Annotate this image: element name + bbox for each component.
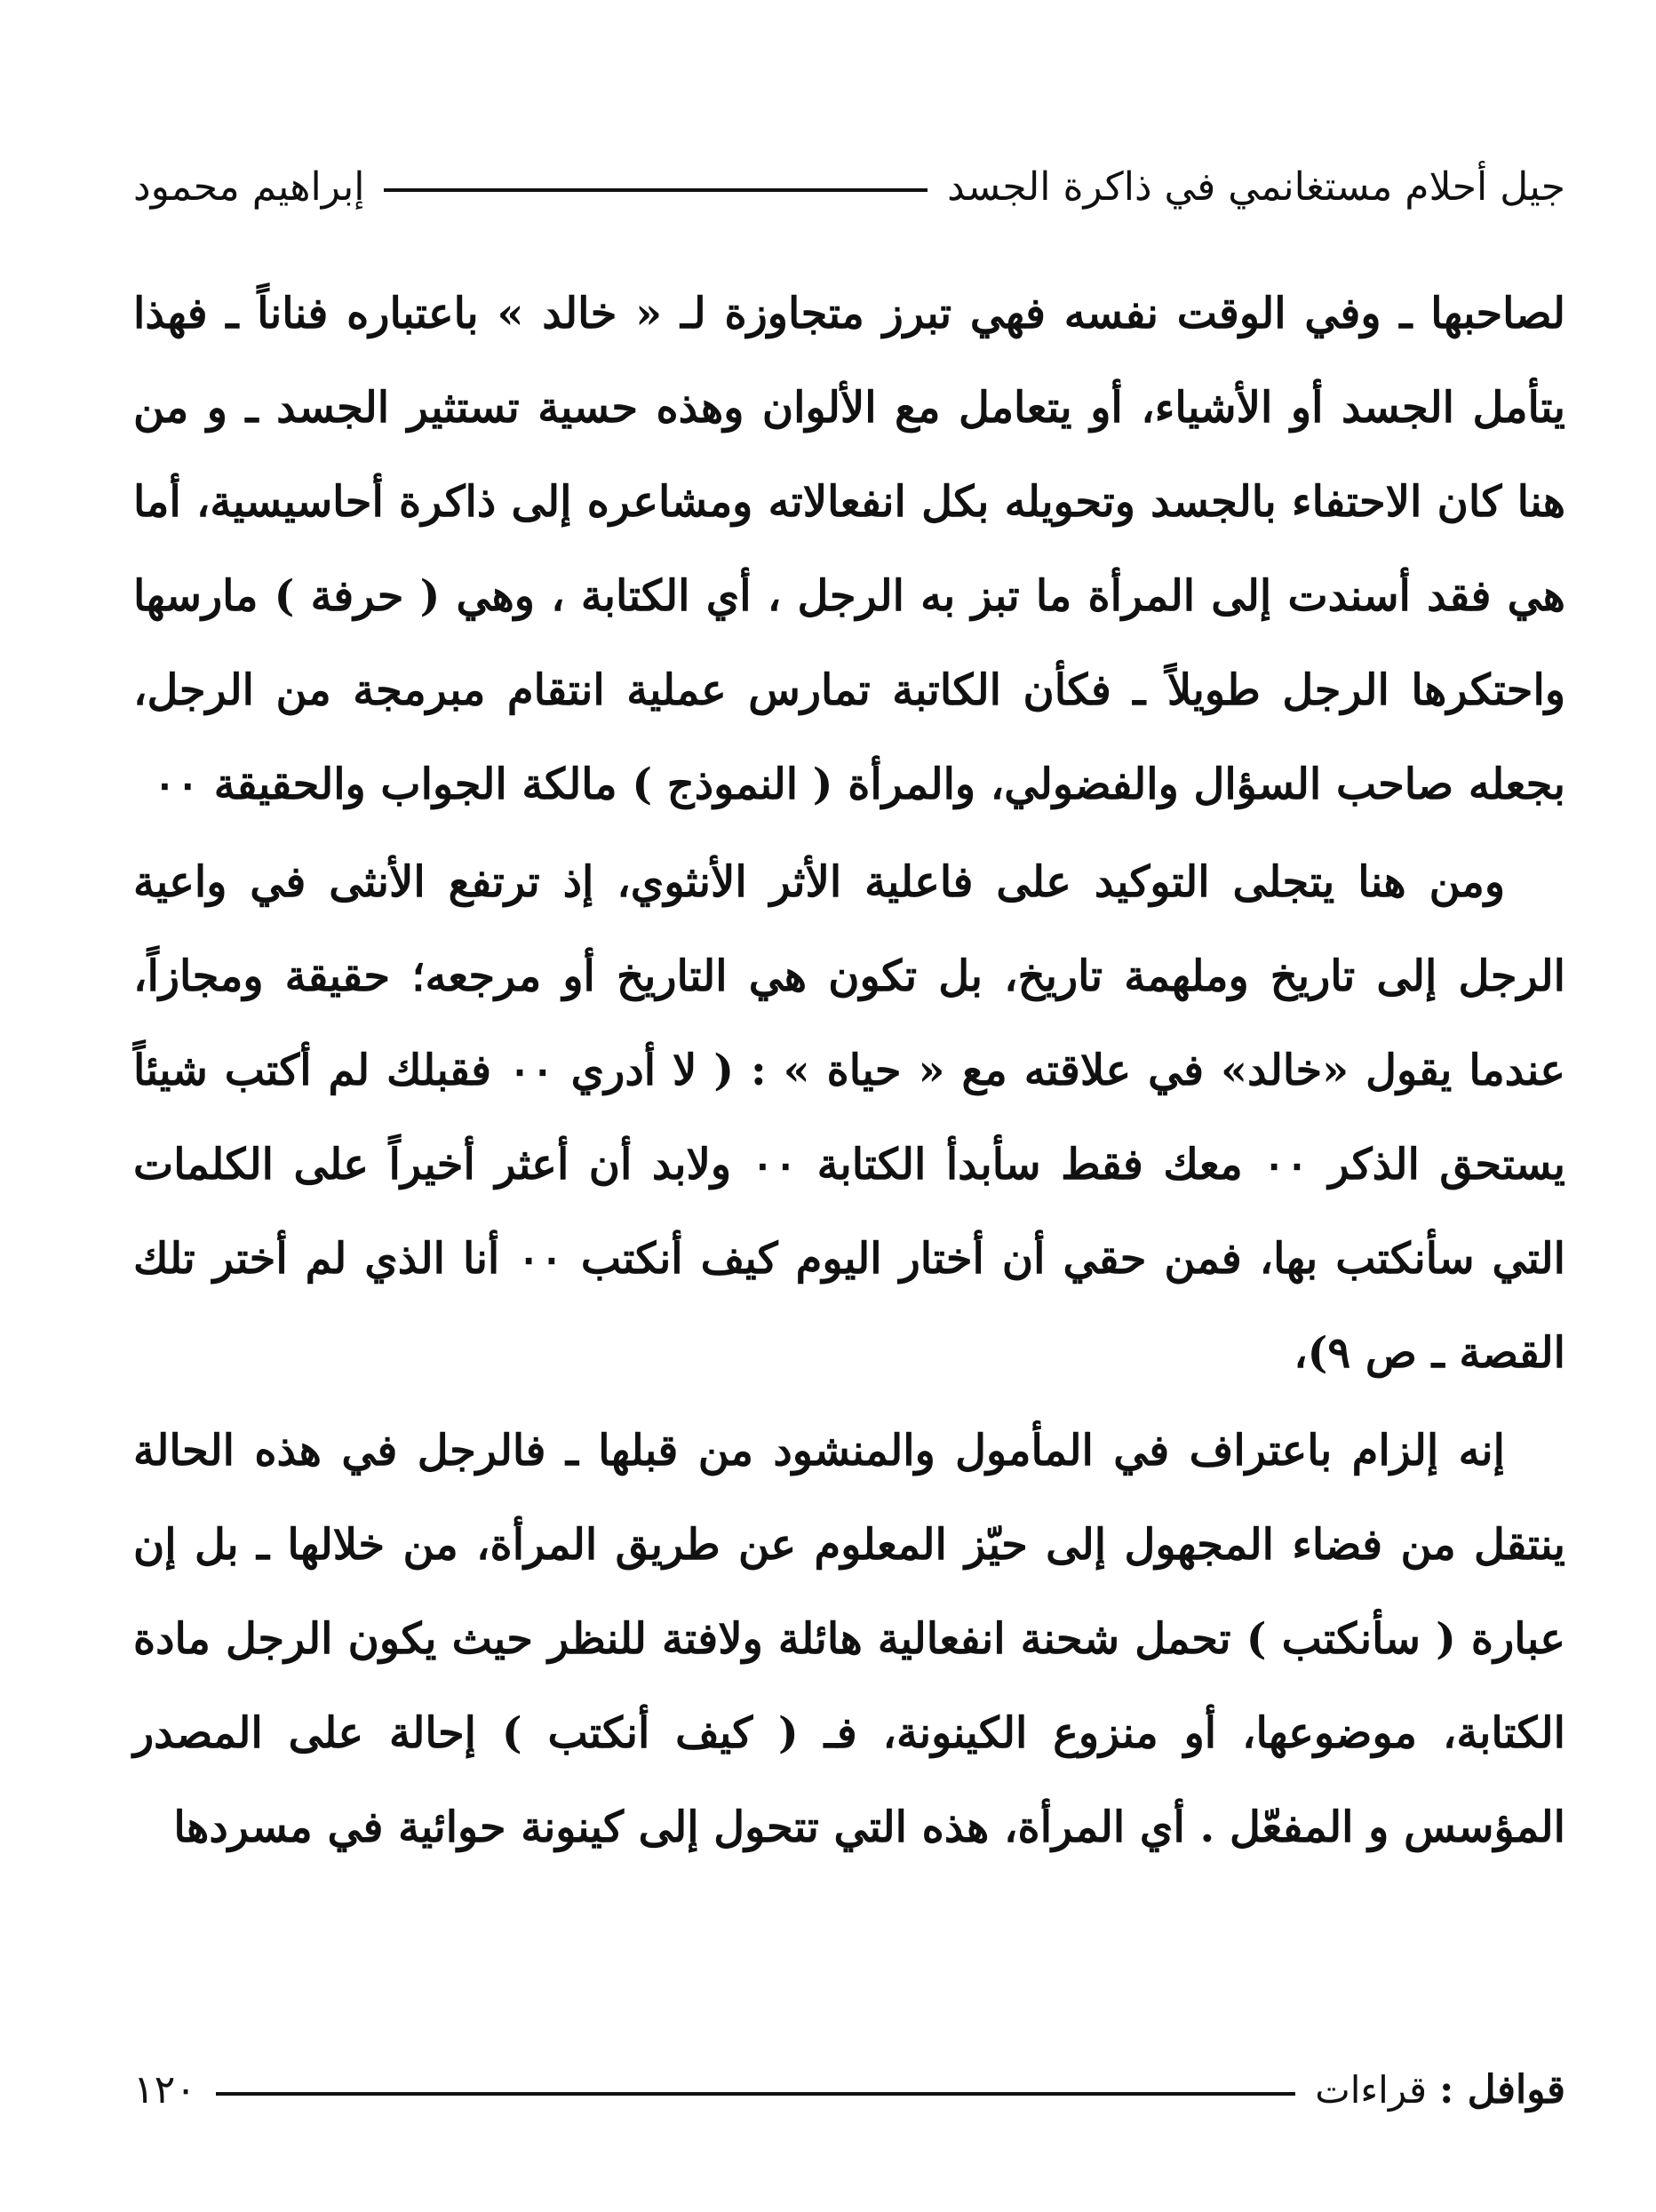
footer-journal: قوافل : <box>1439 2066 1565 2113</box>
footer-section: قراءات <box>1315 2067 1428 2112</box>
running-header <box>133 158 1565 215</box>
footer-rule <box>216 2092 1295 2096</box>
paragraph-2: ومن هنا يتجلى التوكيد على فاعلية الأثر الأنثوي، إذ ترتفع الأنثى في واعية الرجل إلى تاريخ وملهمة تاريخ، بل تكون هي التاريخ أو مرجعه؛ حقيقة ومجازاً، عندما يقول «خالد» في علاقته مع « حياة » : ( لا أدري ٠٠ فقبلك لم أكتب شيئاً يستحق الذكر ٠٠ معك فقط سأبدأ الكتابة ٠٠ ولابد أن أعثر أخيراً على الكلمات التي سأنكتب بها، فمن حقي أن أختار اليوم كيف أنكتب ٠٠ أنا الذي لم أختر تلك القصة ـ ص ٩)، <box>133 857 1566 1378</box>
paragraph-1: لصاحبها ـ وفي الوقت نفسه فهي تبرز متجاوزة لـ « خالد » باعتباره فناناً ـ فهذا يتأمل الجسد أو الأشياء، أو يتعامل مع الألوان وهذه حسية تستثير الجسد ـ و من هنا كان الاحتفاء بالجسد وتحويله بكل انفعالاته ومشاعره إلى ذاكرة أحاسيسية، أما هي فقد أسندت إلى المرأة ما تبز به الرجل ، أي الكتابة ، وهي ( حرفة ) مارسها واحتكرها الرجل طويلاً ـ فكأن الكاتبة تمارس عملية انتقام مبرمجة من الرجل، بجعله صاحب السؤال والفضولي، والمرأة ( النموذج ) مالكة الجواب والحقيقة ٠٠ <box>133 289 1566 809</box>
header-rule <box>384 188 928 192</box>
header-title: جيل أحلام مستغانمي في ذاكرة الجسد <box>947 163 1565 210</box>
header-author: إبراهيم محمود <box>133 163 365 210</box>
paragraph-3: إنه إلزام باعتراف في المأمول والمنشود من قبلها ـ فالرجل في هذه الحالة ينتقل من فضاء المجهول إلى حيّز المعلوم عن طريق المرأة، من خلالها ـ بل إن عبارة ( سأنكتب ) تحمل شحنة انفعالية هائلة ولافتة للنظر حيث يكون الرجل مادة الكتابة، موضوعها، أو منزوع الكينونة، فـ ( كيف أنكتب ) إحالة على المصدر المؤسس و المفعّل . أي المرأة، هذه التي تتحول إلى كينونة حوائية في مسردها <box>133 1426 1565 1852</box>
body-text <box>133 267 1565 1874</box>
running-footer <box>133 2063 1565 2116</box>
page-number: ١٢٠ <box>133 2066 196 2113</box>
